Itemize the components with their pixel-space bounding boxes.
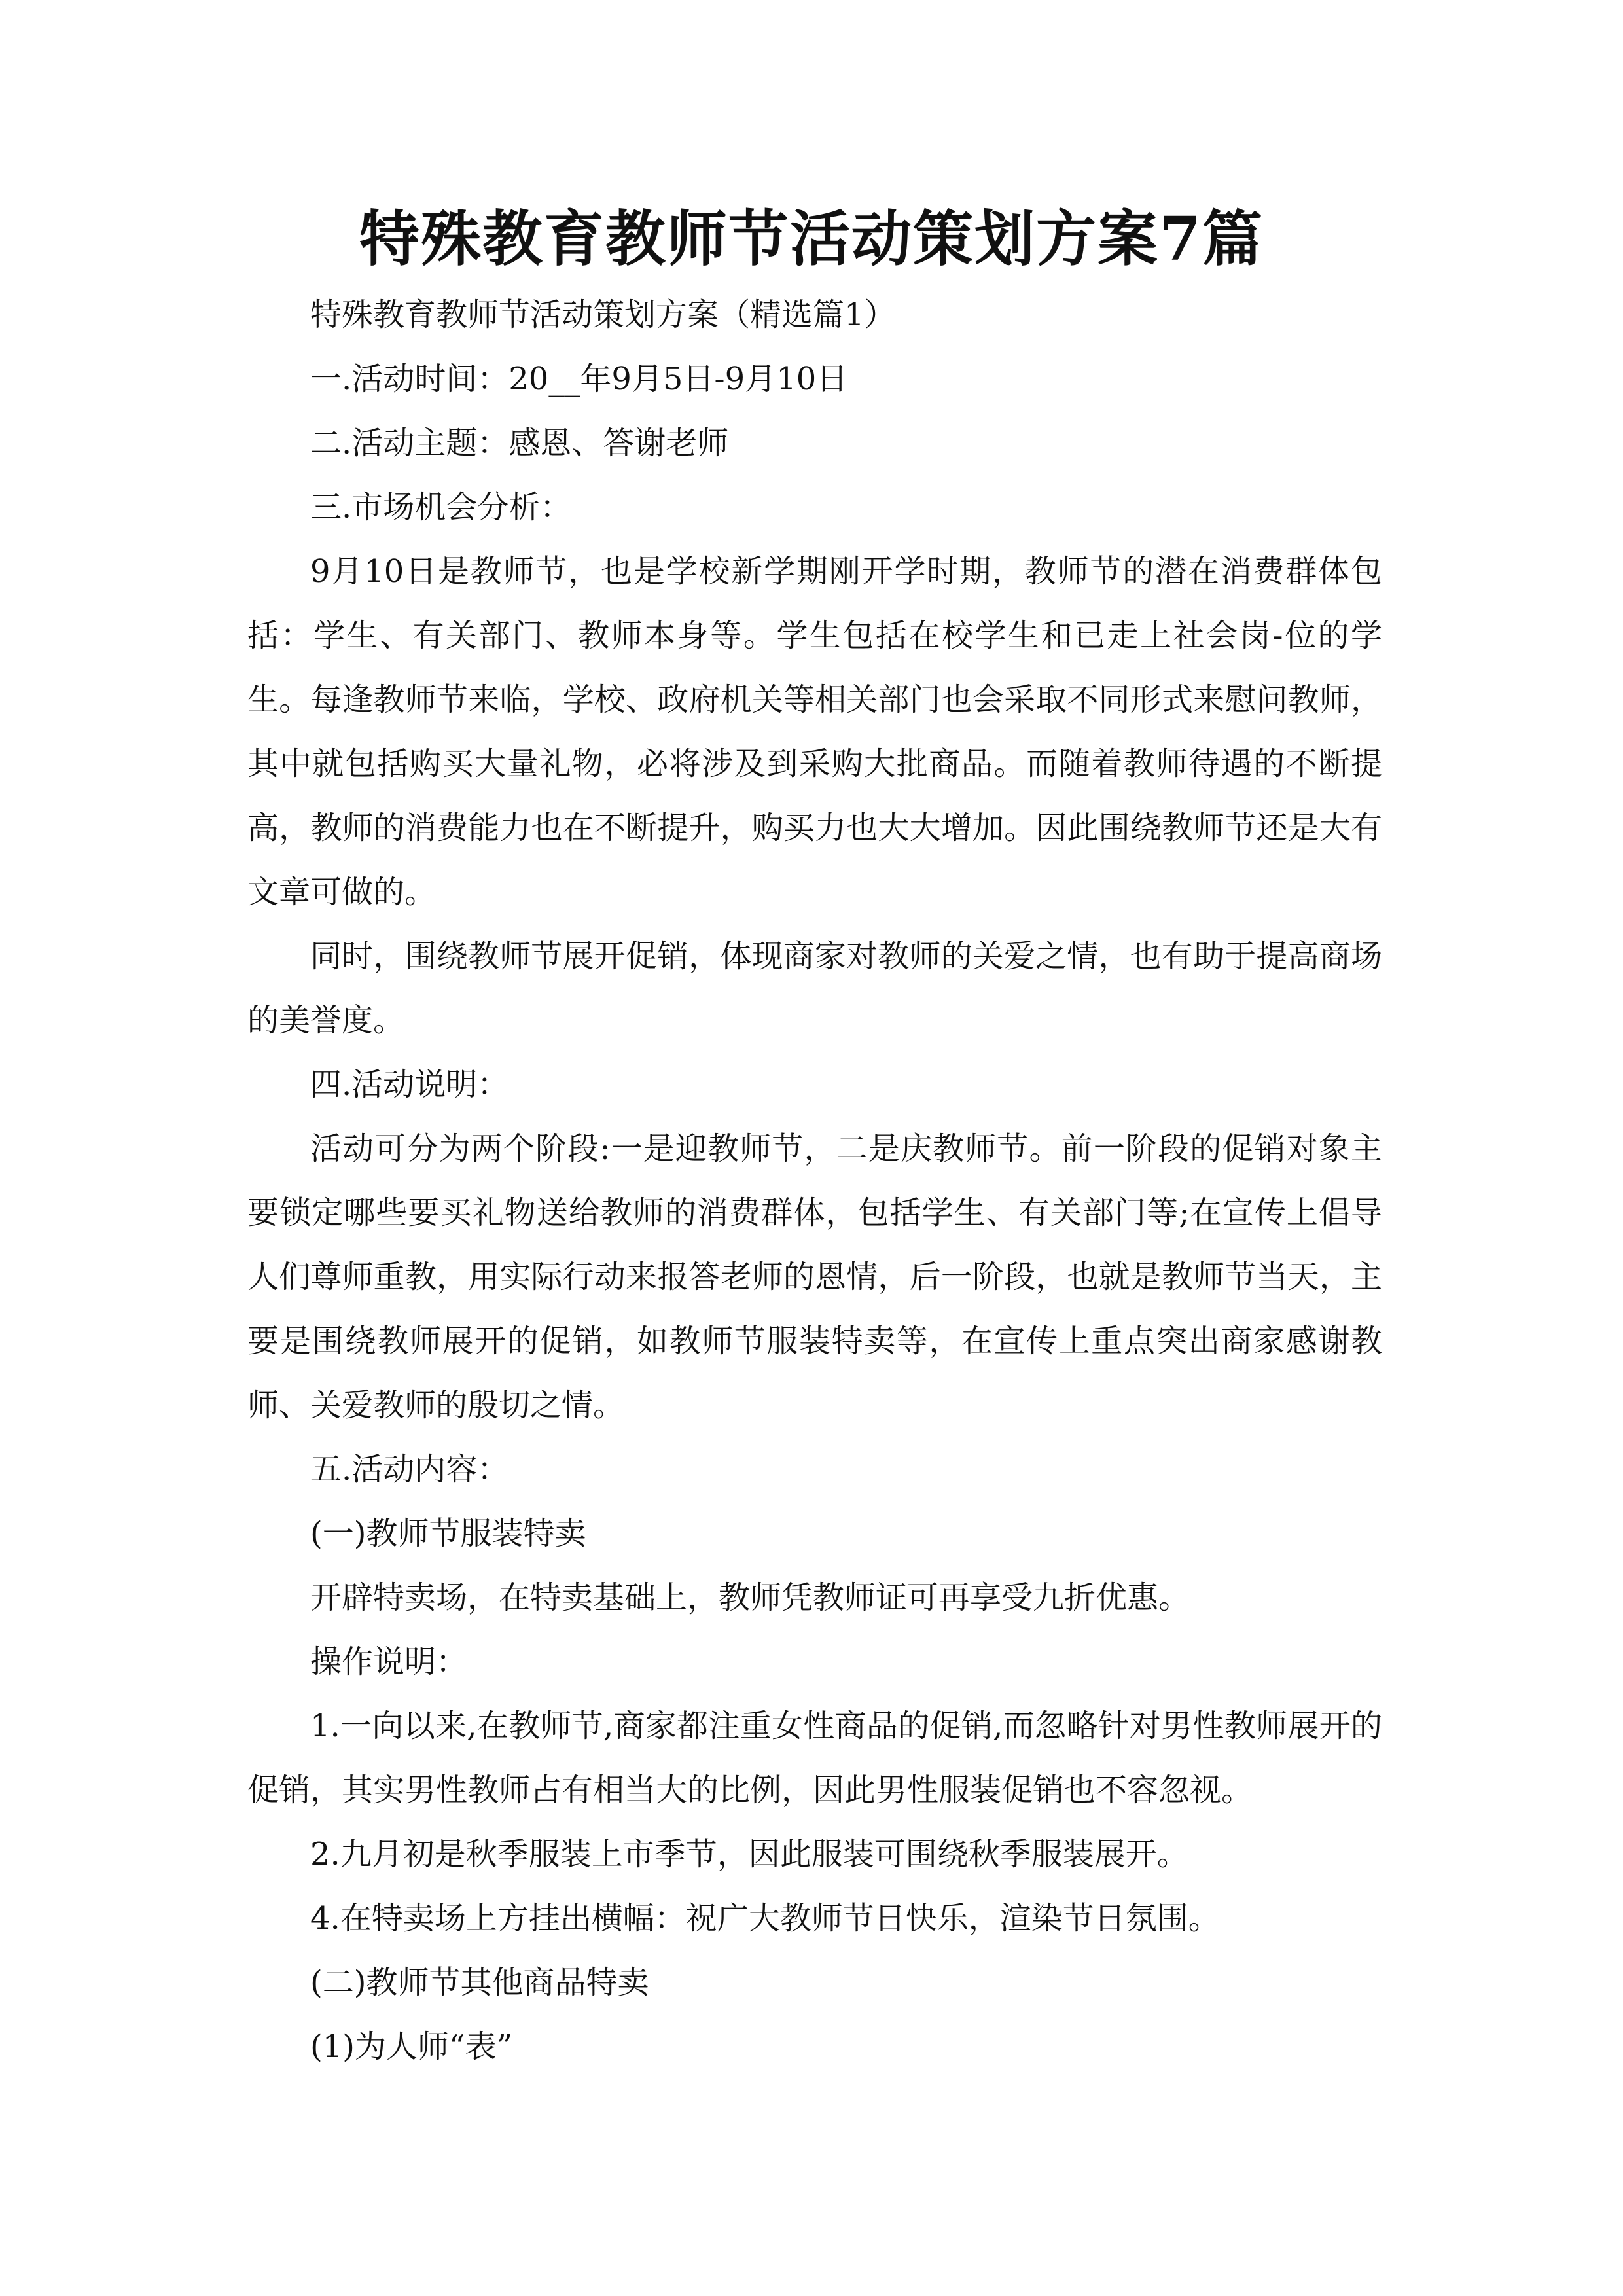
operation-note-4: 4.在特卖场上方挂出横幅：祝广大教师节日快乐，渲染节日氛围。: [310, 1900, 1220, 1937]
activity-time: 一.活动时间：20__年9月5日-9月10日: [310, 361, 848, 397]
watch-item-heading: (1)为人师“表”: [310, 2028, 513, 2065]
clothing-sale-heading: (一)教师节服装特卖: [310, 1515, 586, 1552]
activity-description-heading: 四.活动说明：: [310, 1066, 509, 1103]
operation-note-2: 2.九月初是秋季服装上市季节，因此服装可围绕秋季服装展开。: [310, 1836, 1188, 1873]
activity-content-heading: 五.活动内容：: [310, 1451, 509, 1488]
clothing-sale-paragraph: 开辟特卖场，在特卖基础上，教师凭教师证可再享受九折优惠。: [310, 1579, 1190, 1616]
activity-theme: 二.活动主题：感恩、答谢老师: [310, 425, 729, 461]
market-analysis-heading: 三.市场机会分析：: [310, 489, 572, 526]
promotion-paragraph: 同时，围绕教师节展开促销，体现商家对教师的关爱之情，也有助于提高商场的美誉度。: [247, 938, 1382, 1039]
market-analysis-paragraph: 9月10日是教师节，也是学校新学期刚开学时期，教师节的潜在消费群体包括：学生、有关部门、教师本身等。学生包括在校学生和已走上社会岗-位的学生。每逢教师节来临，学校、政府机关等相关部门也会采取不同形式来慰问教师，其中就包括购买大量礼物，必将涉及到采购大批商品。而随着教师待遇的不断提高，教师的消费能力也在不断提升，购买力也大大增加。因此围绕教师节还是大有文章可做的。: [247, 553, 1382, 910]
section-heading: 特殊教育教师节活动策划方案（精选篇1）: [310, 296, 896, 333]
activity-description-paragraph: 活动可分为两个阶段:一是迎教师节，二是庆教师节。前一阶段的促销对象主要锁定哪些要买礼物送给教师的消费群体，包括学生、有关部门等;在宣传上倡导人们尊师重教，用实际行动来报答老师的恩情，后一阶段，也就是教师节当天，主要是围绕教师展开的促销，如教师节服装特卖等，在宣传上重点突出商家感谢教师、关爱教师的殷切之情。: [247, 1130, 1382, 1424]
operation-note-1: 1.一向以来,在教师节,商家都注重女性商品的促销,而忽略针对男性教师展开的促销，其实男性教师占有相当大的比例，因此男性服装促销也不容忽视。: [247, 1708, 1382, 1808]
document-title: 特殊教育教师节活动策划方案7篇: [359, 204, 1264, 274]
document-body: [247, 283, 1382, 2079]
operation-notes-heading: 操作说明：: [310, 1643, 468, 1680]
other-goods-heading: (二)教师节其他商品特卖: [310, 1964, 649, 2001]
